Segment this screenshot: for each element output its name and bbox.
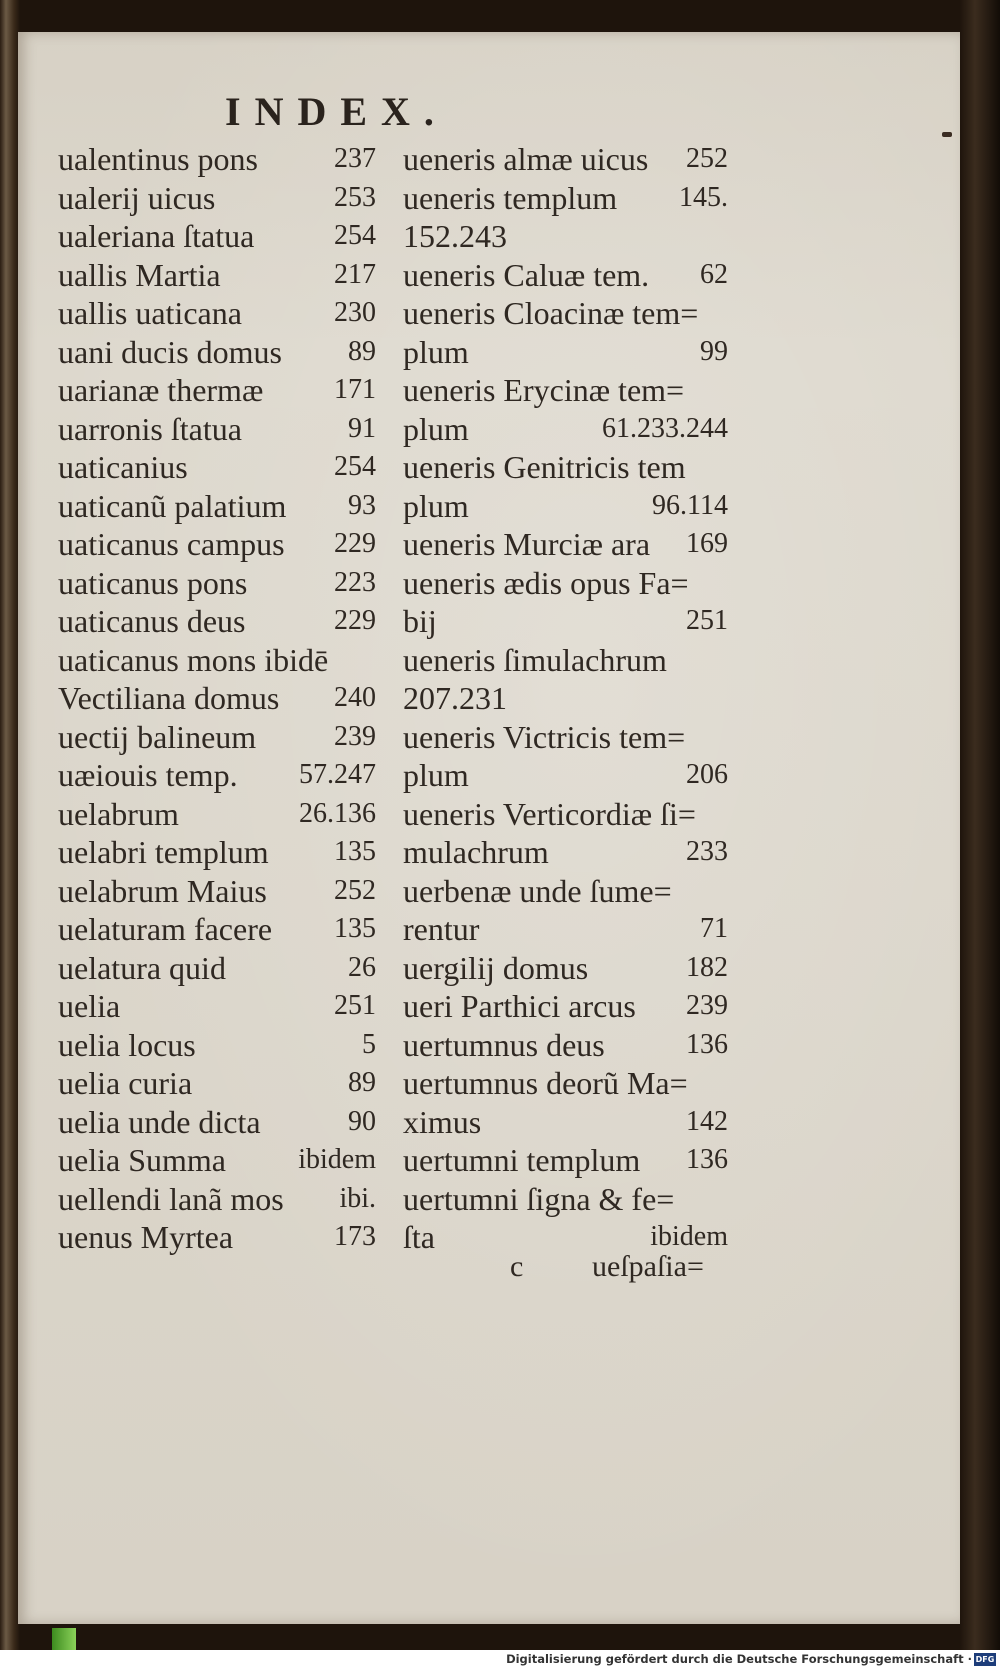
index-entry [403,1026,728,1065]
page-reference: 89 [348,1067,376,1098]
page-reference: 240 [334,682,376,713]
index-term: bij [403,603,437,639]
index-term: plum [403,410,469,447]
index-term: uarronis ſtatua [58,410,242,447]
signature-mark: c [510,1250,524,1283]
page-reference: 57.247 [299,759,376,790]
page-reference: 239 [686,990,728,1021]
page-reference: 171 [334,374,376,405]
page-reference: 71 [700,913,728,944]
color-calibration-tab [52,1628,76,1650]
page-reference: 229 [334,605,376,636]
index-entry [58,256,376,295]
index-entry [58,987,376,1026]
index-term: ueneris Erycinæ tem= [403,372,685,408]
index-entry [403,140,728,179]
index-entry [58,718,376,757]
index-term: uaticanus mons ibidē [58,641,329,678]
index-term: uarianæ thermæ [58,372,264,408]
index-entry [58,872,376,911]
index-term: plum [403,333,469,370]
page-reference: 90 [348,1105,376,1137]
index-term: uaticanus pons [58,564,248,601]
index-entry [403,333,728,372]
index-term: uallis Martia [58,256,221,293]
index-term: uelia locus [58,1026,196,1063]
page-reference: 91 [348,412,376,444]
index-term: uelabrum [58,795,179,832]
index-entry [58,448,376,487]
index-entry [403,217,728,256]
index-entry [58,756,376,795]
index-term: ueri Parthici arcus [403,988,636,1024]
page-reference: 254 [334,220,376,251]
index-entry [403,872,728,911]
index-entry [403,910,728,949]
page-reference: 61.233.244 [602,412,728,444]
index-term: plum [403,757,469,793]
index-term: uertumnus deorũ Ma= [403,1065,688,1101]
page-reference: 229 [334,528,376,559]
index-entry [58,525,376,564]
index-entry [58,1103,376,1142]
index-entry [403,448,728,487]
index-entry [58,795,376,834]
page-reference: 253 [334,181,376,213]
page-reference: 217 [334,258,376,290]
index-entry [58,564,376,603]
page-reference: 96.114 [652,489,728,521]
index-term: uaticanũ palatium [58,487,287,524]
index-term: ueneris Murciæ ara [403,526,651,562]
page-reference: 223 [334,566,376,598]
index-term: ſta [403,1219,435,1255]
index-entry [403,525,728,564]
index-entry [403,1103,728,1142]
page-reference: 89 [348,335,376,367]
index-term: uelabrum Maius [58,872,267,909]
index-term: ualeriana ſtatua [58,218,255,254]
page-reference: 136 [686,1144,728,1175]
index-term: uergilij domus [403,949,589,986]
index-entry [58,602,376,641]
index-term: ueneris Cloacinæ tem= [403,295,699,331]
page-reference: 230 [334,297,376,328]
index-term: uectij balineum [58,718,257,755]
index-entry [58,1064,376,1103]
page-reference: 135 [334,836,376,867]
index-entry [403,179,728,218]
index-entry [403,371,728,410]
index-term: 207.231 [403,680,507,716]
digitization-credit: Digitalisierung gefördert durch die Deutsche Forschungsgemeinschaft · [506,1652,972,1666]
index-entry [58,371,376,410]
page-reference: ibidem [650,1221,728,1252]
page-reference: 5 [362,1028,376,1060]
index-entry [58,410,376,449]
page-reference: 251 [334,990,376,1021]
running-head: INDEX. [225,89,448,134]
dfg-logo: DFG [975,1655,995,1664]
index-entry [58,179,376,218]
index-entry [58,1141,376,1180]
index-term: uelia curia [58,1065,193,1101]
page-reference: ibidem [298,1144,376,1175]
index-term: uaticanus deus [58,603,246,639]
index-entry [58,294,376,333]
index-term: uertumni ſigna & fe= [403,1180,675,1217]
index-entry [58,217,376,256]
index-entry [58,1218,376,1257]
index-entry [58,487,376,526]
index-term: ueneris Caluæ tem. [403,256,650,293]
index-entry [403,1064,728,1103]
index-entry [403,949,728,988]
index-entry [403,487,728,526]
index-entry [403,602,728,641]
index-term: ueneris ædis opus Fa= [403,564,689,601]
index-entry [58,679,376,718]
index-term: ueneris Verticordiæ ſi= [403,795,696,832]
page-reference: 237 [334,143,376,174]
index-term: uellendi lanã mos [58,1180,284,1217]
index-term: uertumni templum [403,1142,641,1178]
catchword: ueſpaſia= [592,1250,704,1283]
page-reference: 239 [334,720,376,752]
index-entry [403,564,728,603]
index-term: ueneris almæ uicus [403,141,649,177]
index-term: uelia Summa [58,1142,226,1178]
index-column-right [403,140,728,1257]
page-reference: 26.136 [299,797,376,829]
index-entry [403,833,728,872]
index-entry [58,949,376,988]
page-reference: 99 [700,335,728,367]
index-entry [403,1180,728,1219]
index-term: ximus [403,1103,482,1140]
index-entry [58,833,376,872]
page-reference: 173 [334,1221,376,1252]
index-term: uertumnus deus [403,1026,605,1063]
index-entry [403,718,728,757]
index-term: rentur [403,911,480,947]
page-reference: 182 [686,951,728,983]
index-term: ueneris Victricis tem= [403,718,686,755]
page-reference: 169 [686,528,728,559]
index-column-left [58,140,376,1257]
index-term: uenus Myrtea [58,1219,234,1255]
index-entry [403,987,728,1026]
index-term: plum [403,487,469,524]
index-term: mulachrum [403,834,549,870]
page-reference: 254 [334,451,376,482]
index-term: Vectiliana domus [58,680,280,716]
index-term: uelatura quid [58,949,226,986]
index-term: uerbenæ unde ſume= [403,872,672,909]
index-term: uelaturam facere [58,911,273,947]
page-reference: 206 [686,759,728,790]
index-term: ueneris Genitricis tem [403,449,686,485]
page-reference: 251 [686,605,728,636]
index-term: uani ducis domus [58,333,282,370]
index-entry [58,641,376,680]
ink-mark [942,132,952,137]
page-reference: 233 [686,836,728,867]
index-entry [403,256,728,295]
page-reference: 93 [348,489,376,521]
index-entry [403,1141,728,1180]
page-reference: 136 [686,1028,728,1060]
index-entry [58,333,376,372]
index-entry [403,410,728,449]
page-reference: 62 [700,258,728,290]
index-entry [403,641,728,680]
page-reference: ibi. [339,1182,376,1214]
index-entry [58,910,376,949]
index-term: uaticanus campus [58,526,285,562]
index-term: ueneris templum [403,179,618,216]
page-reference: 142 [686,1105,728,1137]
index-entry [58,1026,376,1065]
index-entry [58,140,376,179]
index-entry [403,294,728,333]
index-term: uaticanius [58,449,188,485]
page-reference: 26 [348,951,376,983]
page-reference: 145. [679,181,728,213]
index-term: ualerij uicus [58,179,216,216]
index-entry [58,1180,376,1219]
index-term: uelia unde dicta [58,1103,261,1140]
index-term: uæiouis temp. [58,757,238,793]
index-term: uelabri templum [58,834,269,870]
page-reference: 135 [334,913,376,944]
index-term: uelia [58,988,121,1024]
index-entry [403,795,728,834]
index-term: ueneris ſimulachrum [403,641,667,678]
index-term: uallis uaticana [58,295,242,331]
index-entry [403,756,728,795]
page-reference: 252 [334,874,376,906]
index-term: ualentinus pons [58,141,258,177]
page-reference: 252 [686,143,728,174]
index-entry [403,679,728,718]
index-term: 152.243 [403,218,507,254]
